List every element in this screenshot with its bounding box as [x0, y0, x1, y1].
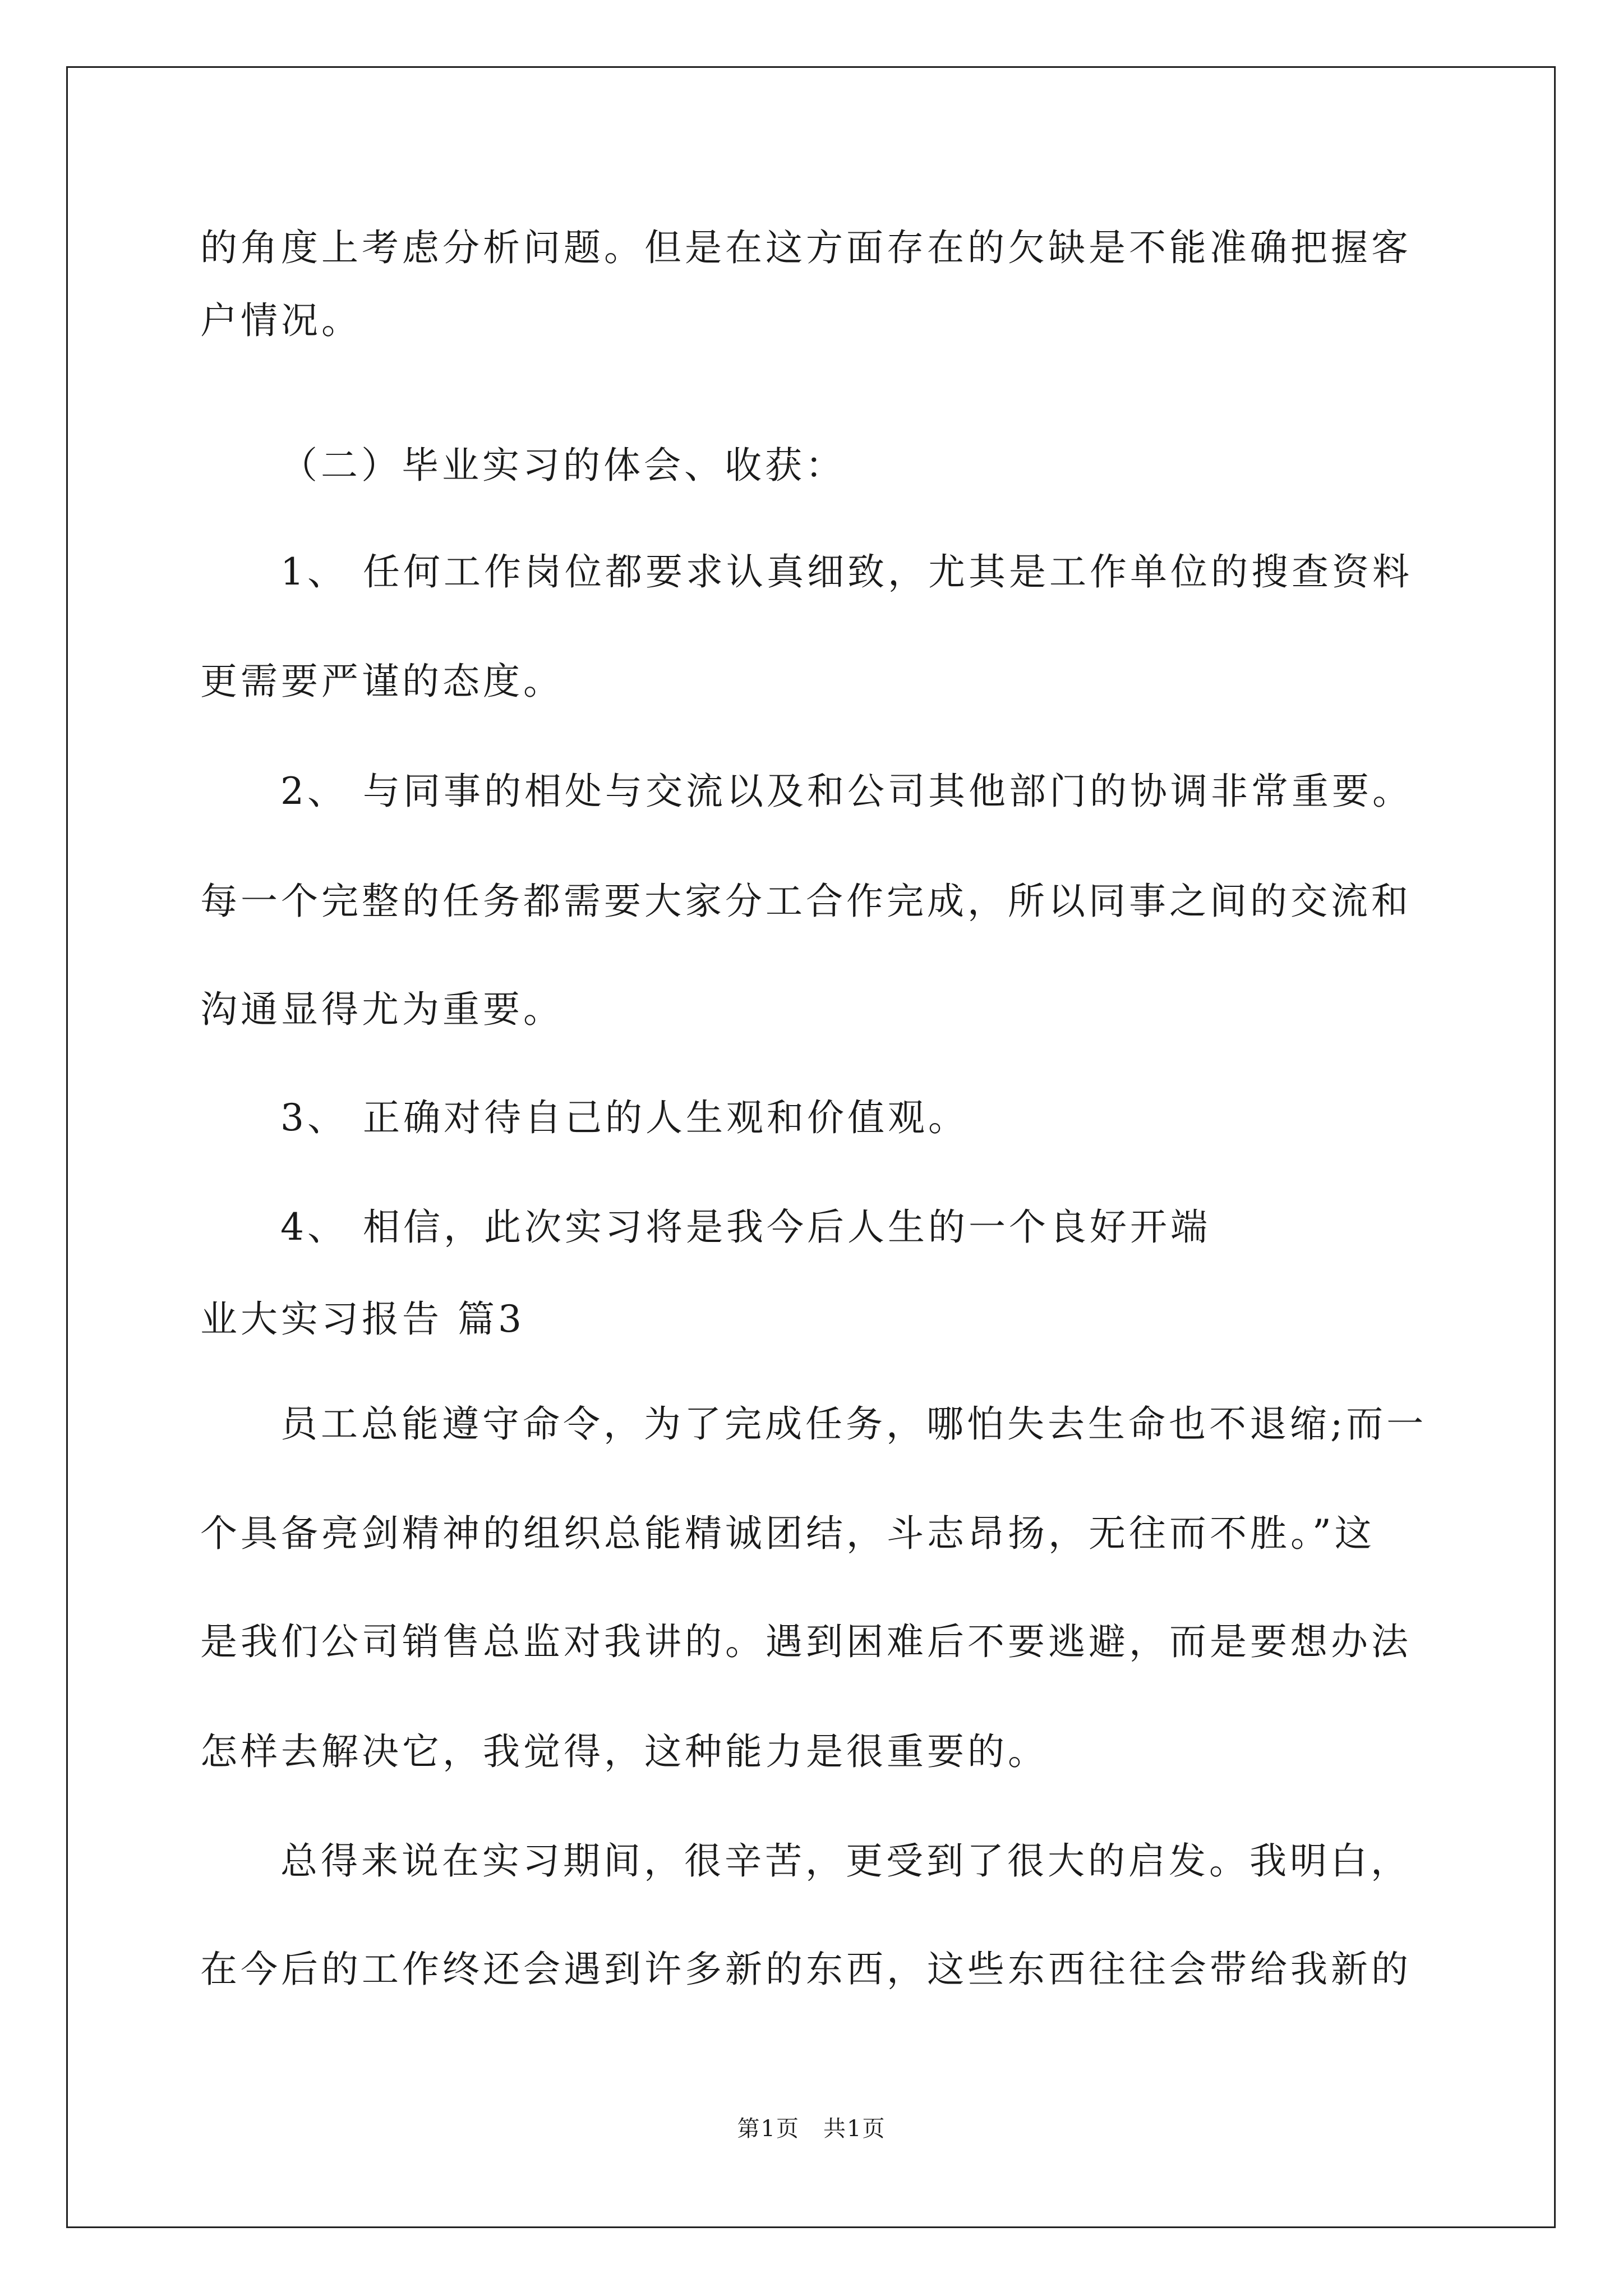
- body-line: 是我们公司销售总监对我讲的。遇到困难后不要逃避，而是要想办法: [200, 1620, 1412, 1663]
- list-item: 4、 相信，此次实习将是我今后人生的一个良好开端: [280, 1205, 1211, 1249]
- list-item: 1、 任何工作岗位都要求认真细致，尤其是工作单位的搜查资料: [280, 550, 1413, 593]
- body-line: 更需要严谨的态度。: [200, 660, 564, 703]
- body-line: 怎样去解决它，我觉得，这种能力是很重要的。: [200, 1730, 1048, 1773]
- section-title: 业大实习报告 篇3: [200, 1297, 525, 1341]
- body-line: 每一个完整的任务都需要大家分工合作完成，所以同事之间的交流和: [200, 880, 1412, 923]
- body-line: 个具备亮剑精神的组织总能精诚团结，斗志昂扬，无往而不胜。”这: [200, 1512, 1375, 1555]
- body-line: 沟通显得尤为重要。: [200, 988, 564, 1031]
- paragraph-line: 总得来说在实习期间，很辛苦，更受到了很大的启发。我明白，: [280, 1839, 1411, 1883]
- list-item: 2、 与同事的相处与交流以及和公司其他部门的协调非常重要。: [280, 770, 1413, 813]
- body-line: 在今后的工作终还会遇到许多新的东西，这些东西往往会带给我新的: [200, 1948, 1412, 1991]
- section-heading: （二）毕业实习的体会、收获：: [280, 444, 846, 487]
- paragraph-line: 员工总能遵守命令，为了完成任务，哪怕失去生命也不退缩;而一: [280, 1402, 1427, 1446]
- page-number: 第1页 共1页: [737, 2116, 886, 2142]
- body-line: 的角度上考虑分析问题。但是在这方面存在的欠缺是不能准确把握客: [200, 226, 1412, 269]
- page-border: [66, 66, 1556, 2228]
- list-item: 3、 正确对待自己的人生观和价值观。: [280, 1096, 969, 1139]
- body-line: 户情况。: [200, 299, 362, 342]
